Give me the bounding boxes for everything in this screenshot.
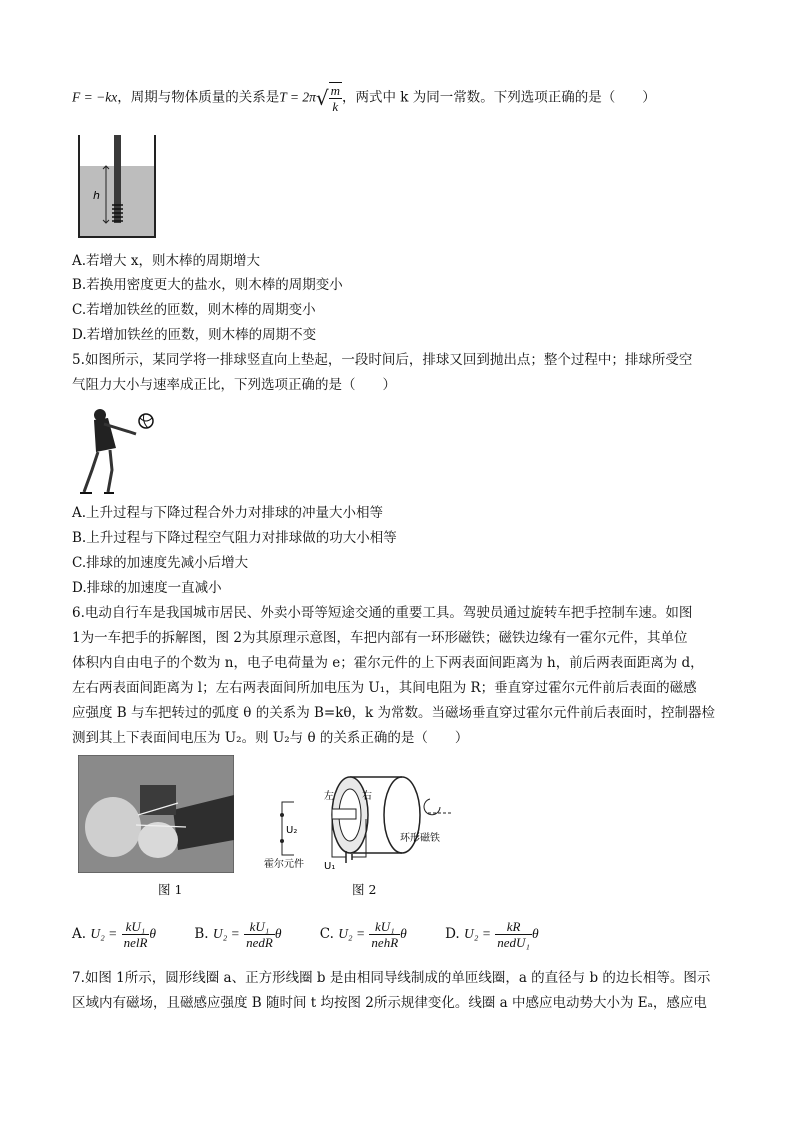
option-lhs: U₂ = [212, 926, 240, 941]
q6-option-b [194, 914, 281, 954]
q5-stem-line1: 5.如图所示，某同学将一排球竖直向上垫起，一段时间后，排球又回到抛出点；整个过程中；排球所受空 [72, 352, 693, 368]
option-fraction [122, 919, 150, 950]
q6-option-d [445, 914, 539, 954]
q4-stem-mid: ，周期与物体质量的关系是 [117, 89, 280, 106]
option-theta: θ [149, 926, 157, 941]
fraction-denominator: nedU₁ [497, 935, 530, 950]
q4-stem [72, 82, 656, 114]
q4-stem-end: ，两式中 k 为同一常数。下列选项正确的是（ ） [341, 89, 656, 106]
q5-option-a: A.上升过程与下降过程合外力对排球的冲量大小相等 [72, 505, 384, 521]
q4-option-d: D.若增加铁丝的匝数，则木棒的周期不变 [72, 327, 317, 343]
q7-stem-line1: 7.如图 1所示，圆形线圈 a、正方形线圈 b 是由相同导线制成的单匝线圈，a 的直径与 b 的边长相等。图示 [72, 970, 711, 986]
q5-option-d: D.排球的加速度一直减小 [72, 580, 222, 596]
hall-element [332, 809, 356, 819]
option-label: D. [445, 926, 460, 942]
fraction-denominator: nedR [246, 935, 273, 950]
handle-photo-figure [78, 755, 234, 873]
option-fraction [369, 919, 400, 950]
left-label: 左 [324, 791, 334, 802]
hand-shape [85, 797, 141, 857]
option-fraction [244, 919, 275, 950]
q6-stem-line2: 1为一车把手的拆解图，图 2为其原理示意图，车把内部有一环形磁铁；磁铁边缘有一霍尔元件，其单位 [72, 630, 688, 646]
fraction-numerator: kU₁ [369, 919, 400, 935]
hall-principle-figure [262, 755, 462, 873]
handle-housing [140, 785, 176, 815]
option-theta: θ [400, 926, 407, 941]
player-leg-front [108, 450, 112, 492]
sqrt-numerator: m [330, 83, 340, 98]
sqrt-denominator: k [332, 99, 339, 114]
option-lhs: U₂ = [90, 926, 118, 941]
q5-option-b: B.上升过程与下降过程空气阻力对排球做的功大小相等 [72, 530, 397, 546]
q4-option-a: A.若增大 x，则木棒的周期增大 [72, 253, 260, 269]
sqrt-sign: √ [315, 86, 329, 110]
u2-terminal-top [280, 813, 284, 817]
volleyball-figure [78, 404, 156, 496]
option-fraction [495, 919, 532, 950]
q6-stem-line4: 左右两表面间距离为 l；左右两表面间所加电压为 U₁，其间电阻为 R；垂直穿过霍尔元件前后表面的磁感 [72, 680, 697, 696]
q4-option-c: C.若增加铁丝的匝数，则木棒的周期变小 [72, 302, 316, 318]
player-leg-back [84, 452, 98, 492]
q6-stem-line5: 应强度 B 与车把转过的弧度 θ 的关系为 B=kθ，k 为常数。当磁场垂直穿过霍尔元件前后表面时，控制器检 [72, 705, 716, 721]
figure1-caption: 图 1 [158, 882, 183, 897]
q6-stem-line3: 体积内自由电子的个数为 n，电子电荷量为 e；霍尔元件的上下两表面间距离为 h，前后两表面距离为 d， [72, 655, 704, 671]
q7-stem-line2: 区域内有磁场，且磁感应强度 B 随时间 t 均按图 2所示规律变化。线圈 a 中感应电动势大小为 Eₐ，感应电 [72, 995, 707, 1011]
rotation-arrow [424, 799, 440, 815]
option-label: B. [194, 926, 209, 942]
q6-stem-line6: 测到其上下表面间电压为 U₂。则 U₂与 θ 的关系正确的是（ ） [72, 730, 469, 746]
sqrt-fraction [329, 82, 342, 114]
option-theta: θ [274, 926, 282, 941]
q4-option-b: B.若换用密度更大的盐水，则木棒的周期变小 [72, 277, 343, 293]
fraction-numerator: kR [495, 919, 532, 935]
u1-label: U₁ [324, 861, 336, 872]
option-label: A. [72, 926, 87, 942]
fraction-denominator: nehR [371, 935, 399, 950]
option-lhs: U₂ = [464, 926, 491, 941]
q6-options-row [72, 914, 573, 954]
option-theta: θ [531, 926, 539, 941]
hall-label: 霍尔元件 [264, 859, 304, 870]
q5-option-c: C.排球的加速度先减小后增大 [72, 555, 249, 571]
q5-stem-line2: 气阻力大小与速率成正比，下列选项正确的是（ ） [72, 377, 396, 393]
fraction-numerator: kU₁ [122, 919, 150, 935]
hand-fingers [138, 822, 178, 858]
figure2-caption: 图 2 [352, 882, 377, 897]
fraction-denominator: nelR [123, 935, 148, 950]
fraction-numerator: kU₁ [244, 919, 275, 935]
u2-terminal-bottom [280, 839, 284, 843]
q6-option-a [72, 914, 156, 954]
option-lhs: U₂ = [338, 926, 366, 941]
height-label: h [93, 189, 100, 202]
period-formula: T = 2π [279, 89, 316, 105]
beaker-figure [78, 135, 158, 239]
q6-option-c [320, 914, 407, 954]
wooden-rod [114, 135, 121, 223]
q6-stem-line1: 6.电动自行车是我国城市居民、外卖小哥等短途交通的重要工具。驾驶员通过旋转车把手控制车速。如图 [72, 605, 693, 621]
right-label: 右 [362, 791, 372, 802]
force-formula: F = −kx [72, 89, 118, 105]
u2-label: U₂ [286, 825, 298, 836]
magnet-label: 环形磁铁 [400, 833, 440, 844]
option-label: C. [319, 926, 334, 942]
